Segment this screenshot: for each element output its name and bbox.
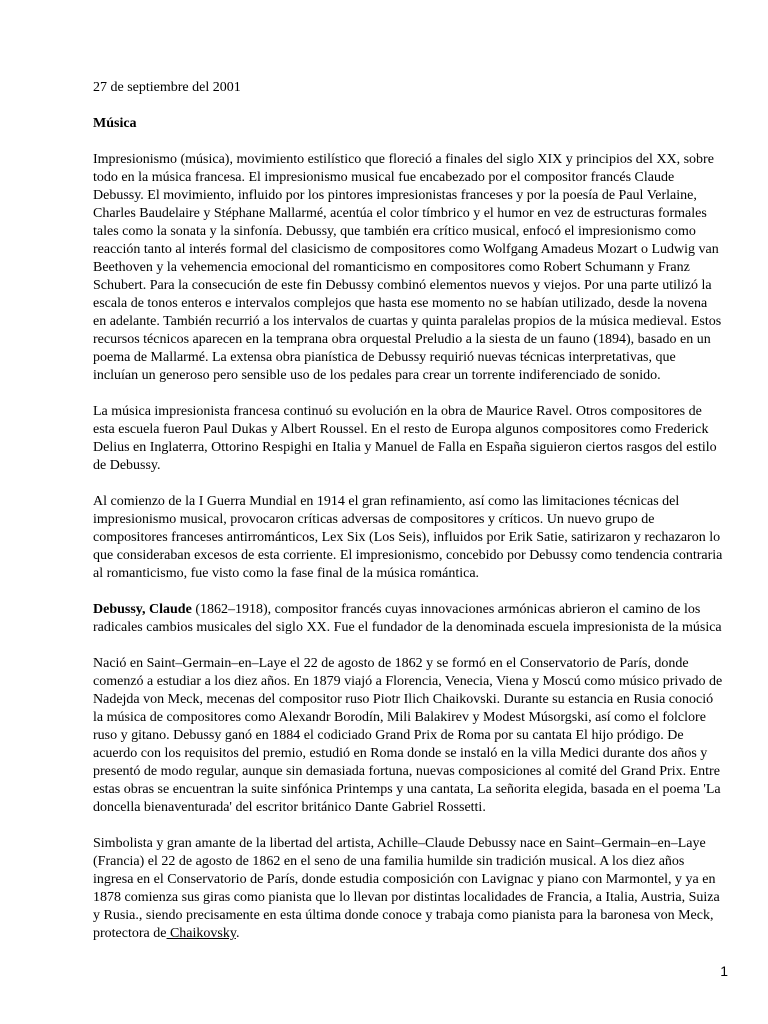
paragraph-impresionismo: Impresionismo (música), movimiento estilístico que floreció a finales del siglo XIX y principios del XX, sobre todo en la música francesa. El impresionismo musical fue encabezado por el compositor francés Claude Debussy. El movimiento, influido por los pintores impresionistas franceses y por la poesía de Paul Verlaine, Charles Baudelaire y Stéphane Mallarmé, acentúa el color tímbrico y el humor en vez de estructuras formales tales como la sonata y la sinfonía. Debussy, que también era crítico musical, enfocó el impresionismo como reacción tanto al interés formal del clasicismo de compositores como Wolfgang Amadeus Mozart o Ludwig van Beethoven y la vehemencia emocional del romanticismo en compositores como Robert Schumann y Franz Schubert. Para la consecución de este fin Debussy combinó elementos nuevos y viejos. Por una parte utilizó la escala de tonos enteros e intervalos complejos que hasta ese momento no se habían utilizado, desde la novena en adelante. También recurrió a los intervalos de cuartas y quinta paralelas propios de la música medieval. Estos recursos técnicos aparecen en la temprana obra orquestal Preludio a la siesta de un fauno (1894), basado en un poema de Mallarmé. La extensa obra pianística de Debussy requirió nuevas técnicas interpretativas, que incluían un generoso pero sensible uso de los pedales para crear un torrente indiferenciado de sonido. — [93, 152, 722, 383]
paragraph-biography: Nació en Saint–Germain–en–Laye el 22 de agosto de 1862 y se formó en el Conservatorio de París, donde comenzó a estudiar a los diez años. En 1879 viajó a Florencia, Venecia, Viena y Moscú como músico privado de Nadejda von Meck, mecenas del compositor ruso Piotr Ilich Chaikovski. Durante su estancia en Rusia conoció la música de compositores como Alexandr Borodín, Mili Balakirev y Modest Músorgski, así como el folclore ruso y gitano. Debussy ganó en 1884 el codiciado Grand Prix de Roma por su cantata El hijo pródigo. De acuerdo con los requisitos del premio, estudió en Roma donde se instaló en la villa Medici durante dos años y presentó de modo regular, aunque sin demasiada fortuna, nuevas composiciones al comité del Grand Prix. Entre estas obras se encuentran la suite sinfónica Printemps y una cantata, La señorita elegida, basada en el poema 'La doncella bienaventurada' del escritor británico Dante Gabriel Rossetti. — [93, 656, 723, 815]
document-page — [93, 79, 723, 943]
debussy-intro-text: (1862–1918), compositor francés cuyas innovaciones armónicas abrieron el camino de los radicales cambios musicales del siglo XX. Fue el fundador de la denominada escuela impresionista de la música — [93, 602, 722, 635]
simbolista-end: . — [235, 926, 240, 941]
paragraph-guerra: Al comienzo de la I Guerra Mundial en 1914 el gran refinamiento, así como las limitaciones técnicas del impresionismo musical, provocaron críticas adversas de compositores y críticos. Un nuevo grupo de compositores franceses antirrománticos, Lex Six (Los Seis), influidos por Erik Satie, satirizaron y rechazaron lo que consideraban excesos de esta corriente. El impresionismo, concebido por Debussy como tendencia contraria al romanticismo, fue visto como la fase final de la música romántica. — [93, 494, 723, 581]
simbolista-text: Simbolista y gran amante de la libertad del artista, Achille–Claude Debussy nace en Saint–Germain–en–Laye (Francia) el 22 de agosto de 1862 en el seno de una familia humilde sin tradición musical. A los diez años ingresa en el Conservatorio de París, donde estudia composición con Lavignac y piano con Marmontel, y ya en 1878 comienza sus giras como pianista que lo llevan por distintas localidades de Francia, a Italia, Austria, Suiza y Rusia., siendo precisamente en esta última donde conoce y trabaja como pianista para la baronesa von Meck, protectora de — [93, 836, 720, 941]
section-heading: Música — [93, 116, 137, 131]
paragraph-simbolista — [93, 835, 723, 943]
chaikovsky-link[interactable]: Chaikovsky — [166, 926, 236, 941]
document-date: 27 de septiembre del 2001 — [93, 80, 241, 95]
page-number: 1 — [720, 963, 728, 979]
debussy-name: Debussy, Claude — [93, 602, 192, 617]
paragraph-debussy-intro — [93, 601, 723, 637]
paragraph-ravel: La música impresionista francesa continuó su evolución en la obra de Maurice Ravel. Otros compositores de esta escuela fueron Paul Dukas y Albert Roussel. En el resto de Europa algunos compositores como Frederick Delius en Inglaterra, Ottorino Respighi en Italia y Manuel de Falla en España siguieron ciertos rasgos del estilo de Debussy. — [93, 404, 717, 473]
